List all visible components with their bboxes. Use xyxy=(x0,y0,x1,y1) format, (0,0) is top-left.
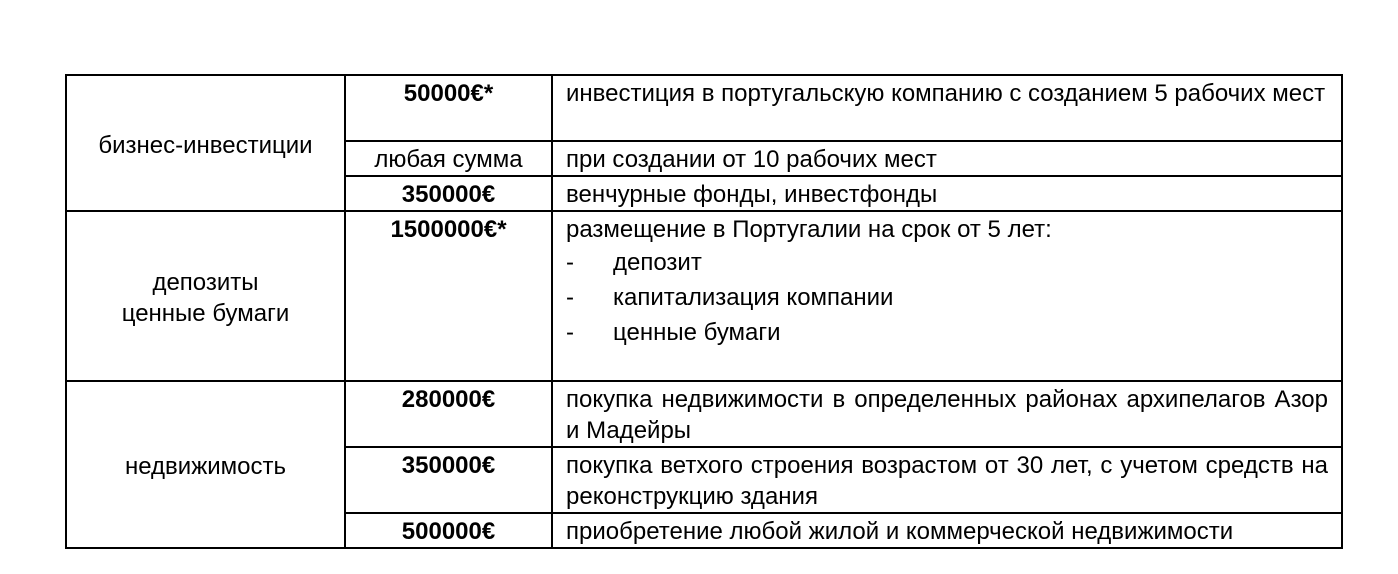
category-realestate: недвижимость xyxy=(66,381,345,548)
amount-cell: 280000€ xyxy=(345,381,552,447)
table-row xyxy=(66,211,1342,381)
table-row xyxy=(66,381,1342,447)
bullet-dash: - xyxy=(566,249,574,276)
bullet-dash: - xyxy=(566,284,574,311)
list-item xyxy=(566,245,1328,280)
amount-cell: 350000€ xyxy=(345,447,552,513)
description-cell: покупка ветхого строения возрастом от 30 лет, с учетом средств на реконструкцию здания xyxy=(552,447,1342,513)
amount-cell: 50000€* xyxy=(345,75,552,141)
category-deposits xyxy=(66,211,345,381)
amount-cell: любая сумма xyxy=(345,141,552,176)
amount-cell: 350000€ xyxy=(345,176,552,211)
amount-cell: 1500000€* xyxy=(345,211,552,381)
description-cell: покупка недвижимости в определенных районах архипелагов Азор и Мадейры xyxy=(552,381,1342,447)
amount-cell: 500000€ xyxy=(345,513,552,548)
bullet-list xyxy=(566,245,1328,350)
description-cell xyxy=(552,211,1342,381)
list-item-text: ценные бумаги xyxy=(613,319,781,346)
description-cell: при создании от 10 рабочих мест xyxy=(552,141,1342,176)
category-line: ценные бумаги xyxy=(121,300,290,327)
description-cell: инвестиция в португальскую компанию с созданием 5 рабочих мест xyxy=(552,75,1342,141)
table-row xyxy=(66,75,1342,141)
list-item xyxy=(566,315,1328,350)
category-line: депозиты xyxy=(152,269,259,296)
description-cell: приобретение любой жилой и коммерческой недвижимости xyxy=(552,513,1342,548)
category-business: бизнес-инвестиции xyxy=(66,75,345,211)
investment-table xyxy=(65,74,1343,549)
bullet-dash: - xyxy=(566,319,574,346)
list-item-text: капитализация компании xyxy=(613,284,894,311)
list-item-text: депозит xyxy=(613,249,702,276)
list-item xyxy=(566,280,1328,315)
description-heading: размещение в Португалии на срок от 5 лет: xyxy=(566,216,1052,243)
description-cell: венчурные фонды, инвестфонды xyxy=(552,176,1342,211)
